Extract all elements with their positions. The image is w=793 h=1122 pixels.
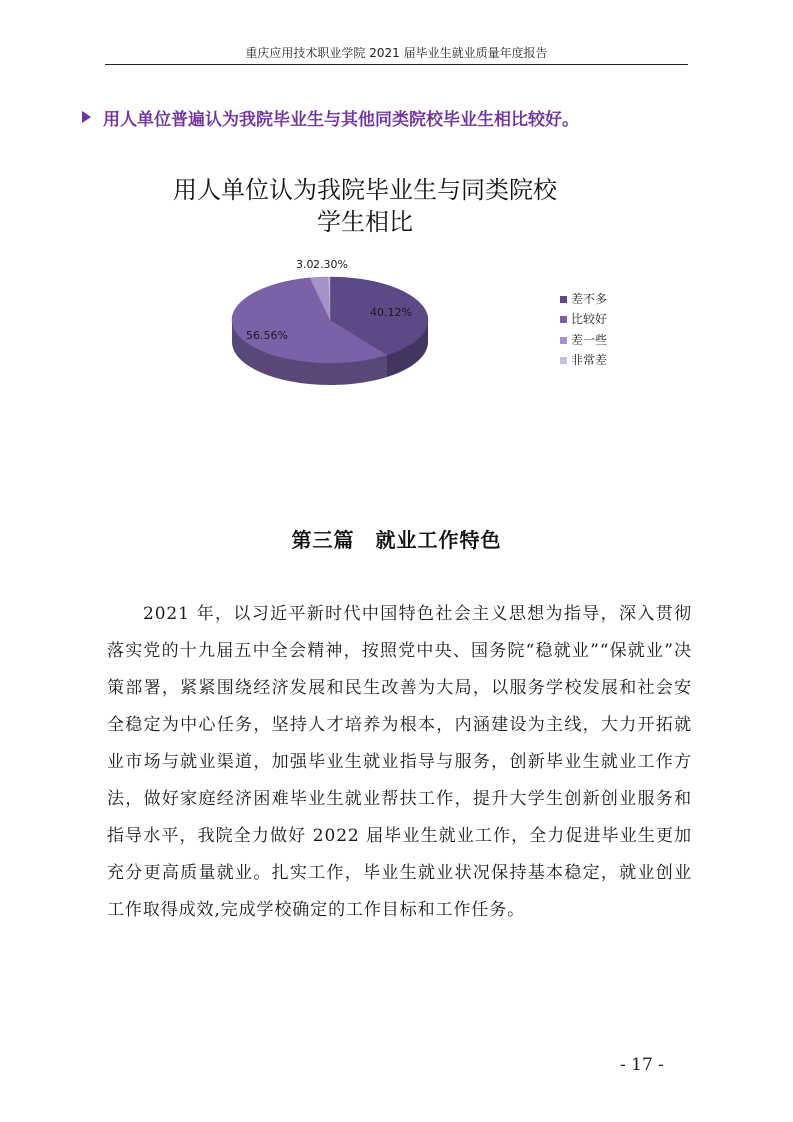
legend-label-bi-jiao-hao: 比较好 — [571, 312, 608, 326]
legend-swatch-fei-chang-cha — [560, 357, 567, 364]
highlight-text: 用人单位普遍认为我院毕业生与其他同类院校毕业生相比较好。 — [103, 109, 579, 130]
legend-swatch-bi-jiao-hao — [560, 316, 567, 323]
body-paragraph: 2021 年，以习近平新时代中国特色社会主义思想为指导，深入贯彻落实党的十九届五中全会精神，按照党中央、国务院“稳就业”“保就业”决策部署，紧紧围绕经济发展和民生改善为大局，以服务学校发展和社会安全稳定为中心任务，坚持人才培养为根本，内涵建设为主线，大力开拓就业市场与就业渠道，加强毕业生就业指导与服务，创新毕业生就业工作方法，做好家庭经济困难毕业生就业帮扶工作，提升大学生创新创业服务和指导水平，我院全力做好 2022 届毕业生就业工作，全力促进毕业生更加充分更高质量就业。扎实工作，毕业生就业状况保持基本稳定，就业创业工作取得成效,完成学校确定的工作目标和工作任务。 — [107, 604, 692, 920]
legend-swatch-cha-bu-duo — [560, 296, 567, 303]
pie-chart — [0, 0, 793, 470]
data-label-cha-yi-xie: 3.0 — [296, 258, 314, 271]
legend-swatch-cha-yi-xie — [560, 337, 567, 344]
chart-legend — [560, 291, 607, 367]
page-number: - 17 - — [620, 1055, 664, 1075]
chart-title-line-2: 学生相比 — [317, 208, 413, 236]
legend-label-cha-yi-xie: 差一些 — [571, 333, 608, 347]
chart-title-line-1: 用人单位认为我院毕业生与同类院校 — [173, 176, 557, 204]
legend-label-fei-chang-cha: 非常差 — [571, 353, 608, 367]
legend-label-cha-bu-duo: 差不多 — [571, 292, 608, 306]
data-label-bi-jiao-hao: 56.56% — [246, 329, 288, 342]
data-label-cha-bu-duo: 40.12% — [370, 306, 412, 319]
body-text — [107, 596, 692, 929]
page-header: 重庆应用技术职业学院 2021 届毕业生就业质量年度报告 — [245, 46, 548, 60]
data-label-fei-chang-cha: 2.30% — [313, 258, 348, 271]
section-title: 第三篇 就业工作特色 — [291, 528, 502, 552]
